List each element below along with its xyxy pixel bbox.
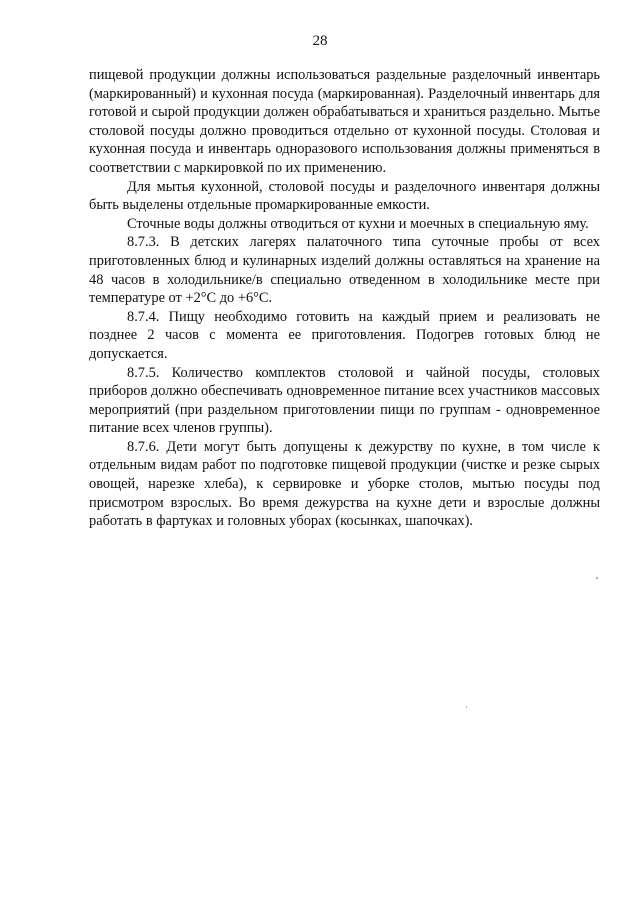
paragraph-8-7-4: 8.7.4. Пищу необходимо готовить на каждый прием и реализовать не позднее 2 часов с момента ее приготовления. Подогрев готовых блюд не допускается. xyxy=(89,308,600,362)
page-number: 28 xyxy=(312,33,328,49)
paragraph-washing-containers: Для мытья кухонной, столовой посуды и разделочного инвентаря должны быть выделены отдельные промаркированные емкости. xyxy=(89,178,600,214)
paragraph-8-7-6: 8.7.6. Дети могут быть допущены к дежурству по кухне, в том числе к отдельным видам работ по подготовке пищевой продукции (чистке и резке сырых овощей, нарезке хлеба), к сервировке и уборке столов, мытью посуды под присмотром взрослых. Во время дежурства на кухне дети и взрослые должны работать в фартуках и головных уборах (косынках, шапочках). xyxy=(89,438,600,530)
page-body xyxy=(89,66,600,531)
paragraph-waste-water: Сточные воды должны отводиться от кухни и моечных в специальную яму. xyxy=(127,215,589,232)
paragraph-8-7-3: 8.7.3. В детских лагерях палаточного типа суточные пробы от всех приготовленных блюд и кулинарных изделий должны оставляться на хранение на 48 часов в холодильнике/в специально отведенном в холодильнике месте при температуре от +2°С до +6°С. xyxy=(89,234,600,307)
paragraph-8-7-5: 8.7.5. Количество комплектов столовой и чайной посуды, столовых приборов должно обеспечивать одновременное питание всех участников массовых мероприятий (при раздельном приготовлении пищи по группам - одновременное питание всех членов группы). xyxy=(89,364,600,437)
scan-speck xyxy=(596,577,598,579)
scan-speck xyxy=(466,706,467,708)
paragraph-continuation: пищевой продукции должны использоваться раздельные разделочный инвентарь (маркированный) и кухонная посуда (маркированная). Разделочный инвентарь для готовой и сырой продукции должен обрабатываться и храниться раздельно. Мытье столовой посуды должно проводиться отдельно от кухонной посуды. Столовая и кухонная посуда и инвентарь одноразового использования должны применяться в соответствии с маркировкой по их применению. xyxy=(89,67,600,176)
